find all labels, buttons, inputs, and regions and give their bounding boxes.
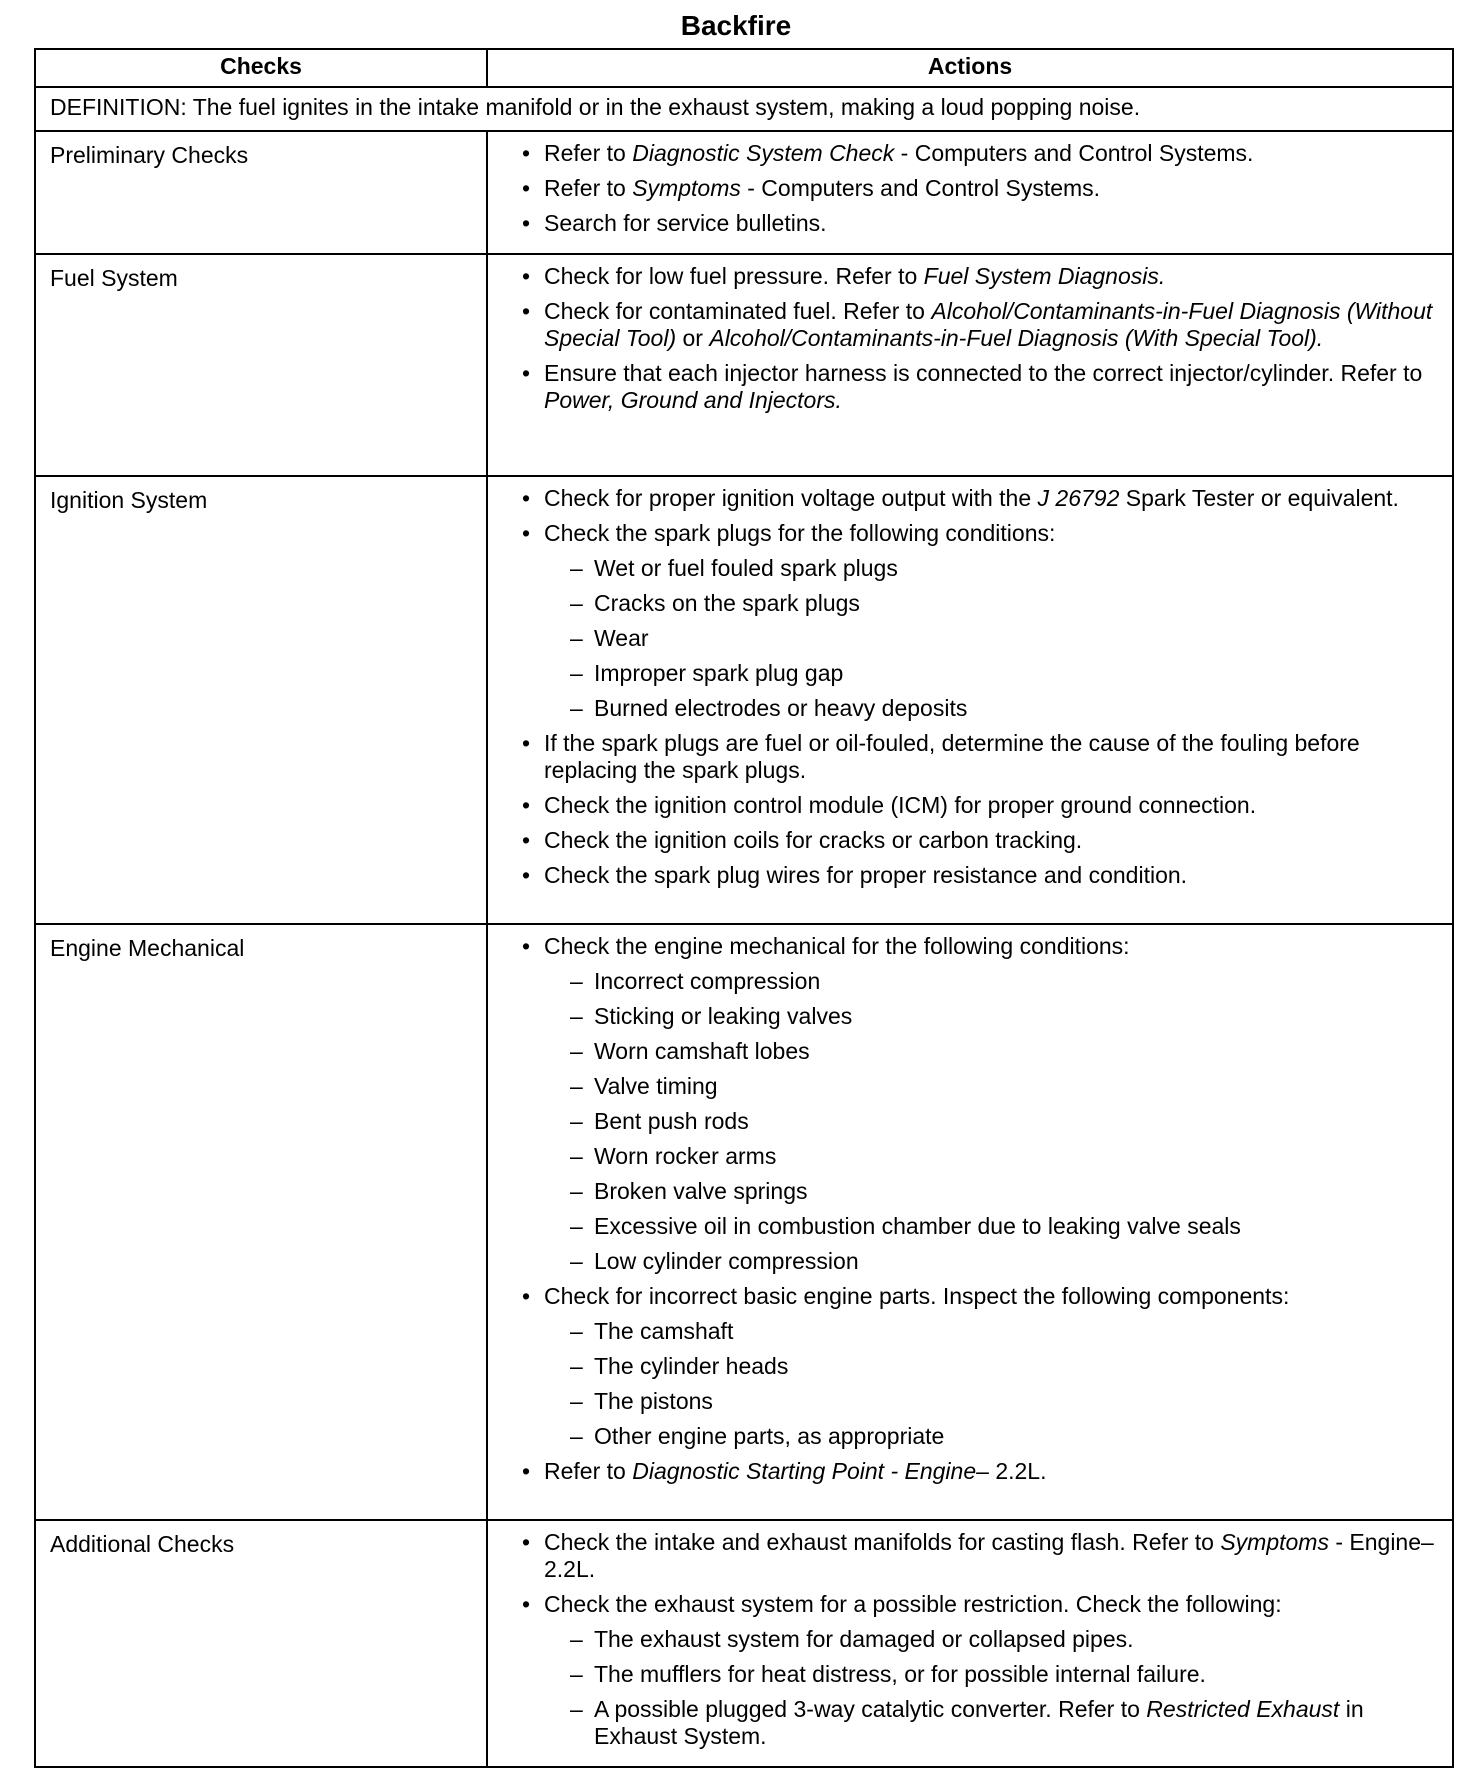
dash-glyph: – <box>570 1143 583 1169</box>
reference-link: Alcohol/Contaminants-in-Fuel Diagnosis (With Special Tool). <box>709 325 1324 351</box>
action-item: • Check the spark plug wires for proper resistance and condition. <box>522 862 1188 888</box>
definition-text: DEFINITION: The fuel ignites in the intake manifold or in the exhaust system, making a loud popping noise. <box>35 87 1453 131</box>
definition-row <box>35 87 1453 131</box>
reference-link: Diagnostic Starting Point - Engine <box>632 1458 977 1484</box>
bullet-glyph: • <box>522 862 531 888</box>
dash-glyph: – <box>570 1248 583 1274</box>
bullet-glyph: • <box>522 298 531 324</box>
sub-item: – Excessive oil in combustion chamber due to leaking valve seals <box>570 1213 1241 1239</box>
sub-item: – Worn camshaft lobes <box>570 1038 810 1064</box>
table-row <box>35 131 1453 254</box>
bullet-glyph: • <box>522 360 531 386</box>
dash-glyph: – <box>570 1388 583 1414</box>
check-label: Preliminary Checks <box>35 131 487 254</box>
actions-header: Actions <box>487 49 1453 87</box>
action-item: • Check for incorrect basic engine parts. Inspect the following components: – The camshaft – The cylinder heads – The pistons – Other engine parts, as appropriate <box>518 1283 1444 1450</box>
sub-item: – Burned electrodes or heavy deposits <box>570 695 968 721</box>
header-row <box>35 49 1453 87</box>
check-label: Engine Mechanical <box>35 924 487 1520</box>
sub-item: – Incorrect compression <box>570 968 821 994</box>
action-item: • Search for service bulletins. <box>522 210 827 236</box>
bullet-glyph: • <box>522 210 531 236</box>
dash-glyph: – <box>570 1423 583 1449</box>
sub-item: – The exhaust system for damaged or collapsed pipes. <box>570 1626 1134 1652</box>
sub-item: – Worn rocker arms <box>570 1143 777 1169</box>
dash-glyph: – <box>570 695 583 721</box>
bullet-glyph: • <box>522 1591 531 1617</box>
bullet-glyph: • <box>522 1529 531 1555</box>
dash-glyph: – <box>570 555 583 581</box>
sub-item: – Wear <box>570 625 649 651</box>
table-row <box>35 476 1453 924</box>
sub-item: – The pistons <box>570 1388 713 1414</box>
sub-item: – Broken valve springs <box>570 1178 808 1204</box>
check-label: Additional Checks <box>35 1520 487 1767</box>
bullet-glyph: • <box>522 485 531 511</box>
check-label: Ignition System <box>35 476 487 924</box>
sub-item: – Low cylinder compression <box>570 1248 859 1274</box>
dash-glyph: – <box>570 1038 583 1064</box>
dash-glyph: – <box>570 1178 583 1204</box>
dash-glyph: – <box>570 1696 583 1722</box>
dash-glyph: – <box>570 1108 583 1134</box>
bullet-glyph: • <box>522 140 531 166</box>
checks-header: Checks <box>35 49 487 87</box>
action-item: • Check for low fuel pressure. Refer to Fuel System Diagnosis. <box>522 263 1166 289</box>
sub-item: – Valve timing <box>570 1073 718 1099</box>
actions-cell <box>487 131 1453 254</box>
action-item: • Refer to Symptoms - Computers and Control Systems. <box>522 175 1101 201</box>
sub-item: – A possible plugged 3-way catalytic converter. Refer to Restricted Exhaust in Exhaust System. <box>570 1696 1364 1749</box>
actions-cell <box>487 254 1453 476</box>
sub-item: – Other engine parts, as appropriate <box>570 1423 945 1449</box>
check-label: Fuel System <box>35 254 487 476</box>
bullet-glyph: • <box>522 520 531 546</box>
sub-item: – The cylinder heads <box>570 1353 789 1379</box>
actions-cell <box>487 924 1453 1520</box>
dash-glyph: – <box>570 968 583 994</box>
actions-cell <box>487 476 1453 924</box>
bullet-glyph: • <box>522 263 531 289</box>
dash-glyph: – <box>570 1353 583 1379</box>
reference-link: Symptoms <box>632 175 741 201</box>
dash-glyph: – <box>570 1661 583 1687</box>
sub-item: – Wet or fuel fouled spark plugs <box>570 555 898 581</box>
bullet-glyph: • <box>522 175 531 201</box>
sub-item: – Improper spark plug gap <box>570 660 844 686</box>
action-item: • Check for proper ignition voltage output with the J 26792 Spark Tester or equivalent. <box>522 485 1399 511</box>
action-item: • Check the intake and exhaust manifolds for casting flash. Refer to Symptoms - Engine–2.2L. <box>522 1529 1434 1582</box>
action-item: • Refer to Diagnostic Starting Point - Engine– 2.2L. <box>522 1458 1047 1484</box>
dash-glyph: – <box>570 1626 583 1652</box>
bullet-glyph: • <box>522 827 531 853</box>
bullet-glyph: • <box>522 1283 531 1309</box>
sub-item: – The camshaft <box>570 1318 734 1344</box>
table-row <box>35 254 1453 476</box>
action-item: • Refer to Diagnostic System Check - Computers and Control Systems. <box>522 140 1254 166</box>
action-item: • Check the ignition control module (ICM) for proper ground connection. <box>522 792 1257 818</box>
sub-item: – Cracks on the spark plugs <box>570 590 860 616</box>
actions-cell <box>487 1520 1453 1767</box>
action-item: • Check for contaminated fuel. Refer to Alcohol/Contaminants-in-Fuel Diagnosis (Without Special Tool) or Alcohol/Contaminants-in-Fuel Diagnosis (With Special Tool). <box>522 298 1433 351</box>
action-item: • Check the engine mechanical for the following conditions: – Incorrect compression – Sticking or leaking valves – Worn camshaft lobes – Valve timing – Bent push rods – Worn rocker arms – Broken valve springs – Excessive oil in combustion chamber due to leaking valve seals – Low cylinder compression <box>518 933 1444 1275</box>
action-item: • If the spark plugs are fuel or oil-fouled, determine the cause of the fouling before replacing the spark plugs. <box>522 730 1360 783</box>
bullet-glyph: • <box>522 730 531 756</box>
bullet-glyph: • <box>522 933 531 959</box>
action-item: • Check the exhaust system for a possible restriction. Check the following: – The exhaust system for damaged or collapsed pipes. – The mufflers for heat distress, or for possible internal failure. – A possible plugged 3-way catalytic converter. Refer to Restricted Exhaust in Exhaust System. <box>518 1591 1444 1750</box>
table-row <box>35 1520 1453 1767</box>
action-item: • Check the spark plugs for the following conditions: – Wet or fuel fouled spark plugs – Cracks on the spark plugs – Wear – Improper spark plug gap – Burned electrodes or heavy deposits <box>518 520 1444 722</box>
diagnostic-table <box>34 48 1454 1768</box>
dash-glyph: – <box>570 1213 583 1239</box>
sub-item: – Sticking or leaking valves <box>570 1003 853 1029</box>
page-title: Backfire <box>680 10 792 41</box>
dash-glyph: – <box>570 625 583 651</box>
dash-glyph: – <box>570 1003 583 1029</box>
dash-glyph: – <box>570 1318 583 1344</box>
reference-link: J 26792 <box>1037 485 1120 511</box>
reference-link: Fuel System Diagnosis. <box>923 263 1166 289</box>
reference-link: Alcohol/Contaminants-in-Fuel Diagnosis (Without Special Tool) <box>544 298 1433 351</box>
action-item: • Ensure that each injector harness is connected to the correct injector/cylinder. Refer to Power, Ground and Injectors. <box>522 360 1423 413</box>
action-item: • Check the ignition coils for cracks or carbon tracking. <box>522 827 1083 853</box>
reference-link: Diagnostic System Check <box>632 140 895 166</box>
dash-glyph: – <box>570 590 583 616</box>
dash-glyph: – <box>570 660 583 686</box>
sub-item: – Bent push rods <box>570 1108 749 1134</box>
bullet-glyph: • <box>522 1458 531 1484</box>
bullet-glyph: • <box>522 792 531 818</box>
reference-link: Power, Ground and Injectors. <box>544 387 842 413</box>
reference-link: Symptoms <box>1220 1529 1329 1555</box>
reference-link: Restricted Exhaust <box>1146 1696 1340 1722</box>
sub-item: – The mufflers for heat distress, or for possible internal failure. <box>570 1661 1206 1687</box>
table-row <box>35 924 1453 1520</box>
dash-glyph: – <box>570 1073 583 1099</box>
